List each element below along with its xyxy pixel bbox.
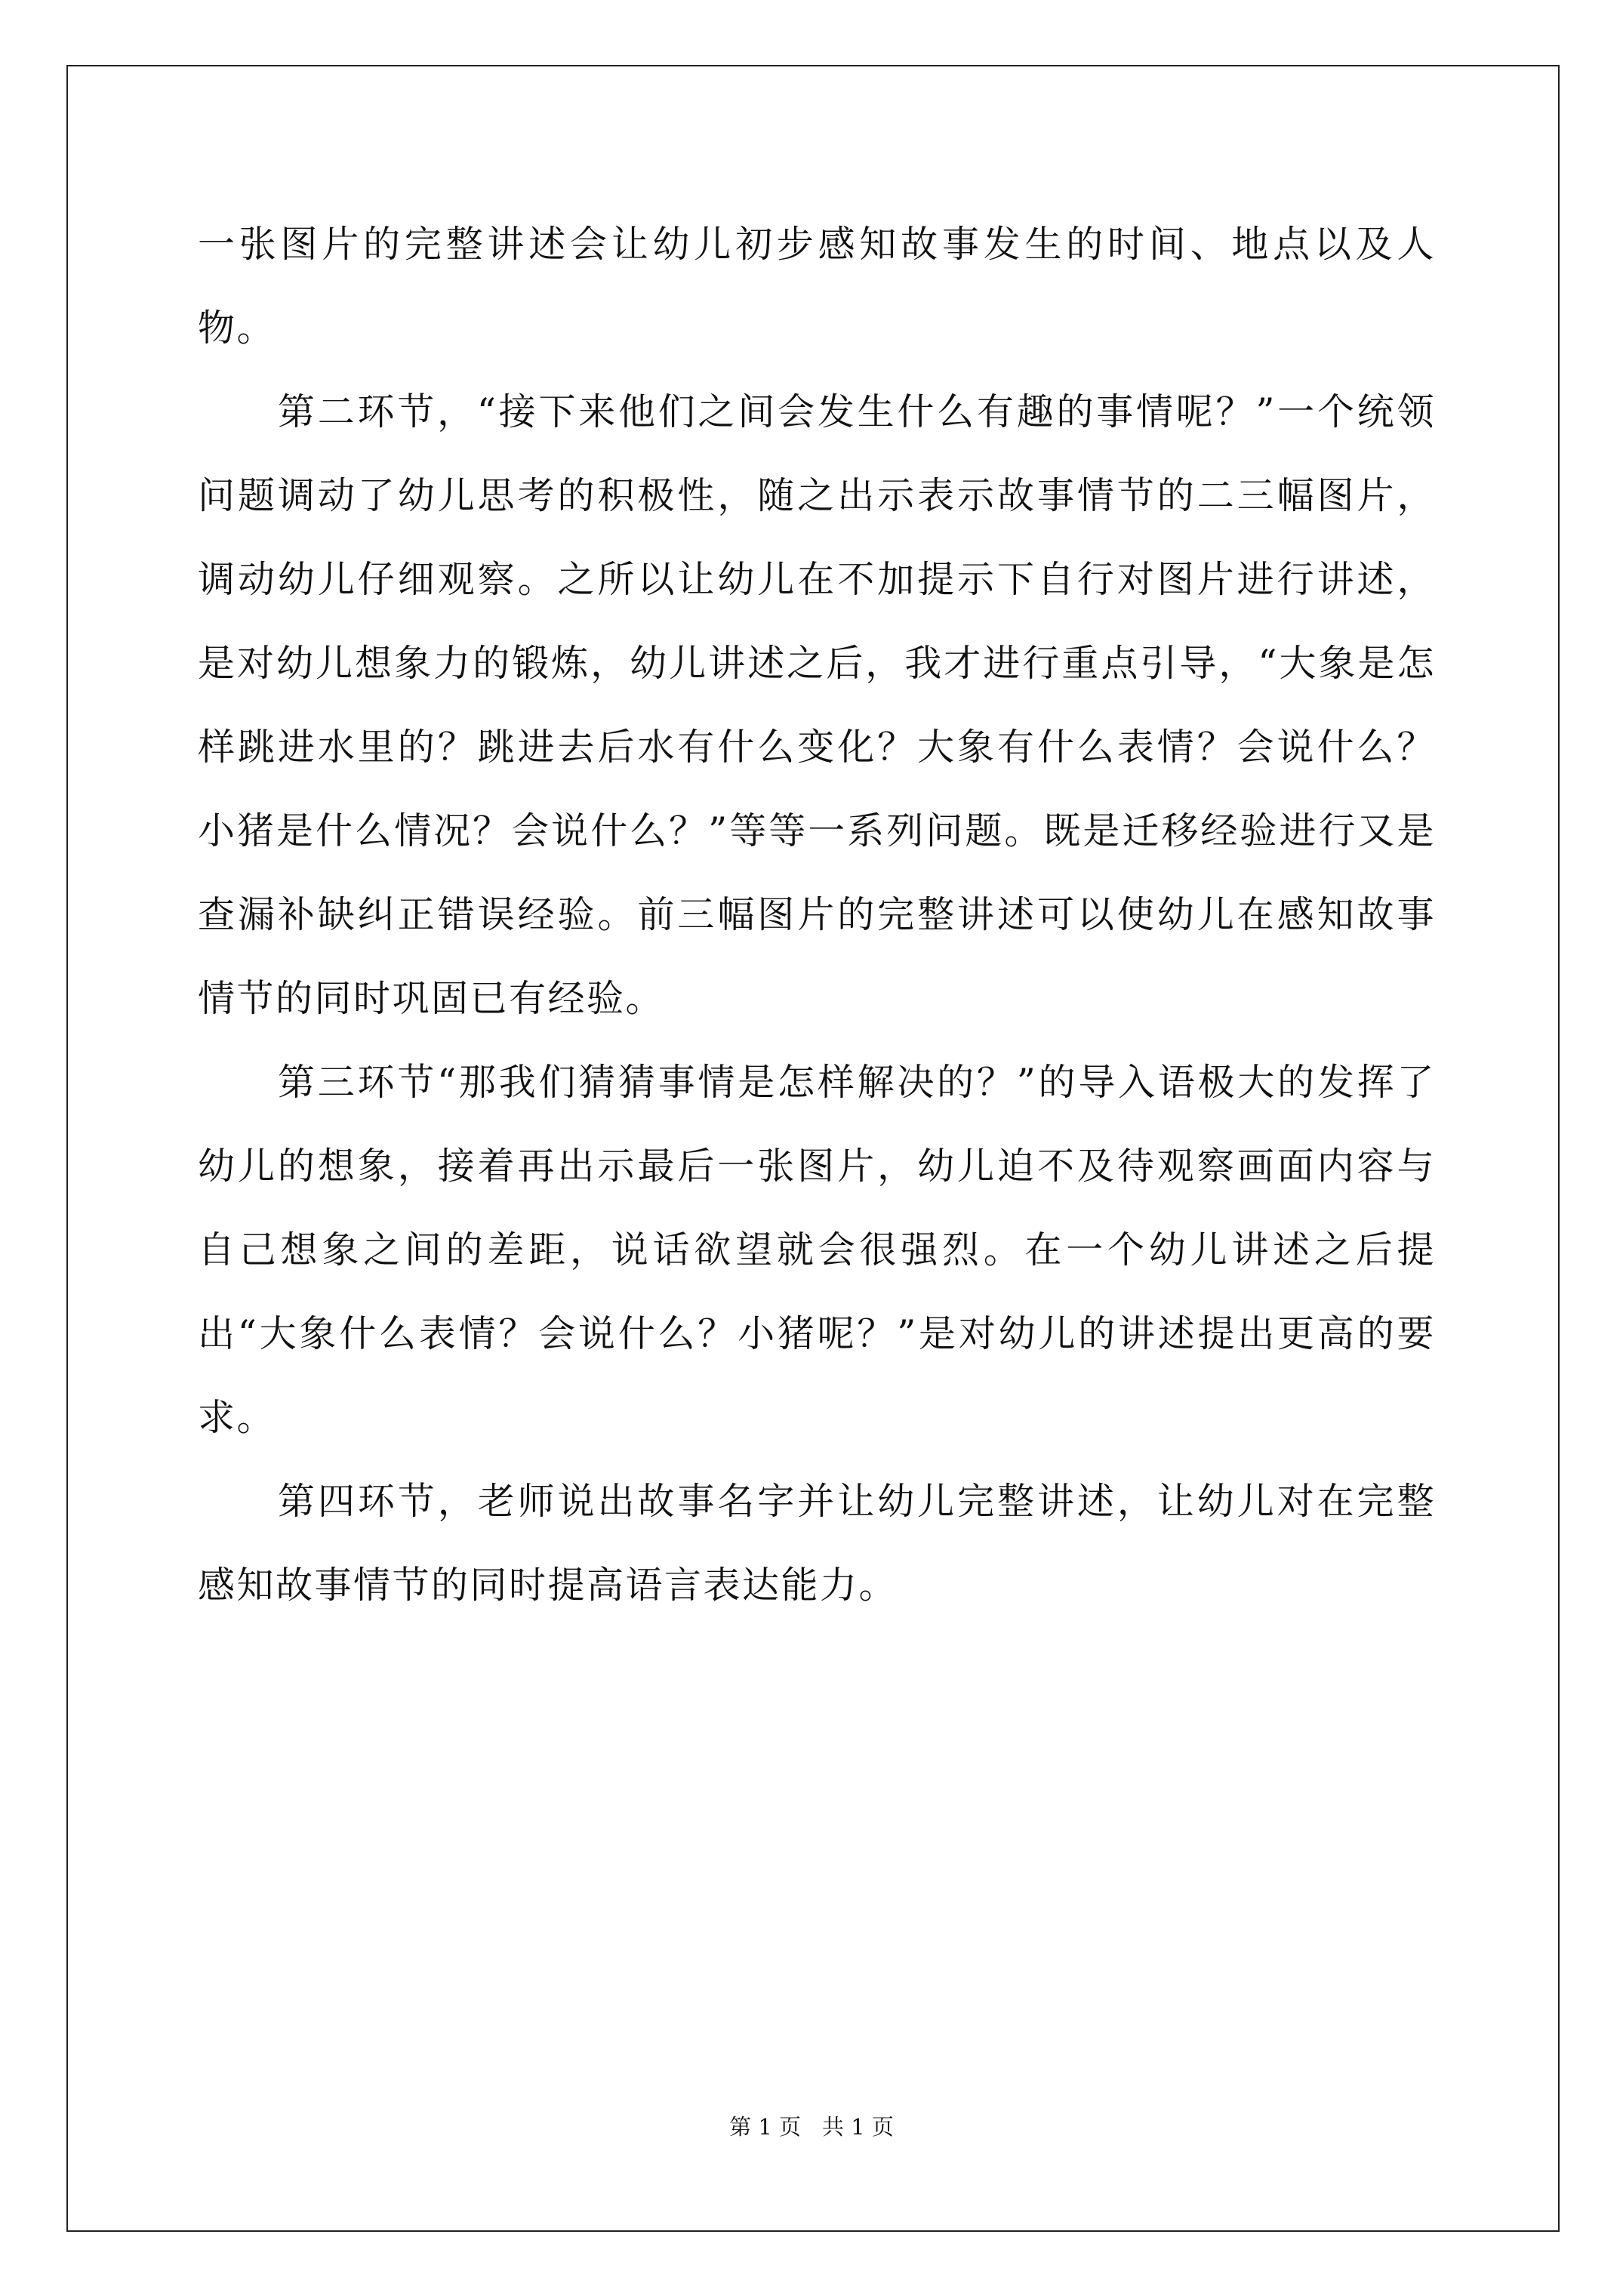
paragraph: 第三环节“那我们猜猜事情是怎样解决的？”的导入语极大的发挥了幼儿的想象，接着再出示最后一张图片，幼儿迫不及待观察画面内容与自己想象之间的差距，说话欲望就会很强烈。在一个幼儿讲述之后提出“大象什么表情？会说什么？小猪呢？”是对幼儿的讲述提出更高的要求。	[198, 1061, 1436, 1439]
page-number: 第 1 页	[729, 2114, 801, 2140]
paragraph: 第四环节，老师说出故事名字并让幼儿完整讲述，让幼儿对在完整感知故事情节的同时提高语言表达能力。	[198, 1480, 1436, 1607]
page-total: 共 1 页	[822, 2114, 894, 2140]
paragraph: 一张图片的完整讲述会让幼儿初步感知故事发生的时间、地点以及人物。	[198, 223, 1436, 350]
document-body	[198, 202, 1436, 1627]
page-footer	[0, 2110, 1623, 2141]
paragraph: 第二环节，“接下来他们之间会发生什么有趣的事情呢？”一个统领问题调动了幼儿思考的积极性，随之出示表示故事情节的二三幅图片，调动幼儿仔细观察。之所以让幼儿在不加提示下自行对图片进行讲述，是对幼儿想象力的锻炼，幼儿讲述之后，我才进行重点引导，“大象是怎样跳进水里的？跳进去后水有什么变化？大象有什么表情？会说什么？小猪是什么情况？会说什么？”等等一系列问题。既是迁移经验进行又是查漏补缺纠正错误经验。前三幅图片的完整讲述可以使幼儿在感知故事情节的同时巩固已有经验。	[198, 390, 1436, 1020]
